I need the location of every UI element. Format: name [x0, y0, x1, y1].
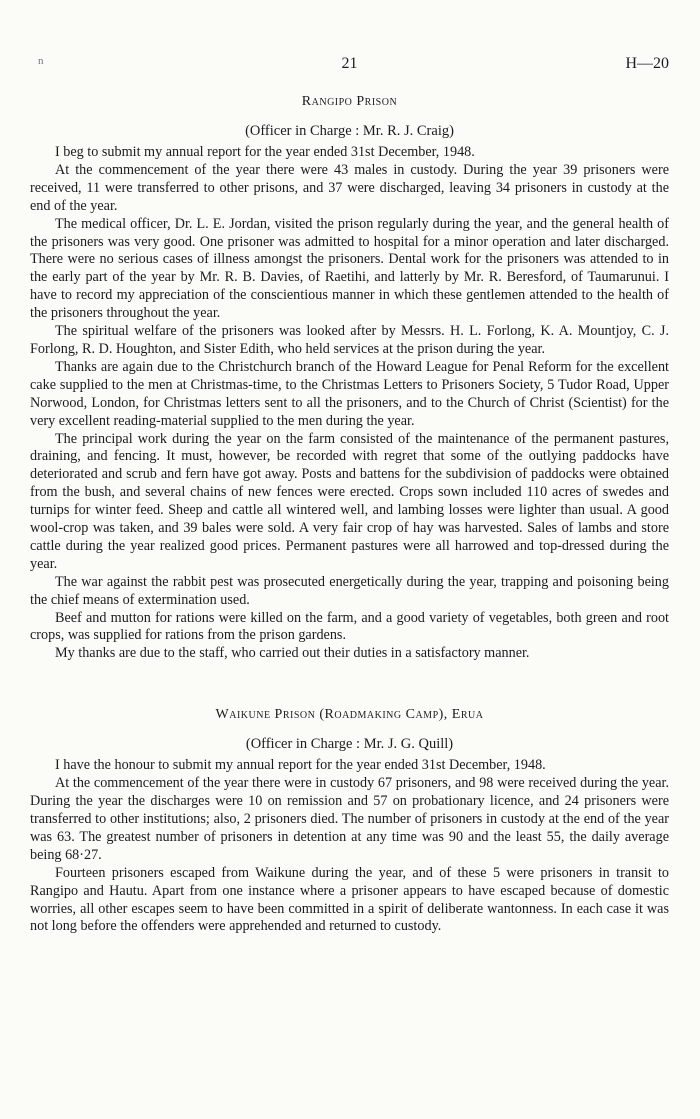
paragraph: My thanks are due to the staff, who carried out their duties in a satisfactory manner.	[55, 645, 530, 662]
rangipo-section	[30, 92, 669, 663]
paragraph: The spiritual welfare of the prisoners was looked after by Messrs. H. L. Forlong, K. A. Mountjoy, C. J. Forlong, R. D. Houghton, and Sister Edith, who held services at the prison during the year.	[30, 323, 669, 357]
paragraph: I have the honour to submit my annual report for the year ended 31st December, 1948.	[55, 757, 546, 774]
paragraph: The principal work during the year on the farm consisted of the maintenance of the permanent pastures, draining, and fencing. It must, however, be recorded with regret that some of the outlying paddocks have deteriorated and scrub and fern have got away. Posts and battens for the subdivision of paddocks were obtained from the bush, and several chains of new fences were erected. Crops sown included 110 acres of swedes and turnips for winter feed. Sheep and cattle all wintered well, and lambing losses were lighter than usual. A good wool-crop was taken, and 39 bales were sold. A very fair crop of hay was harvested. Sales of lambs and store cattle during the year realized good prices. Permanent pastures were all harrowed and top-dressed during the year.	[30, 430, 669, 572]
section-title: Rangipo Prison	[301, 94, 398, 109]
paragraph: Fourteen prisoners escaped from Waikune during the year, and of these 5 were prisoners in transit to Rangipo and Hautu. Apart from one instance where a prisoner appears to have escaped because of domestic worries, all other escapes seem to have been committed in a spirit of deliberate wantonness. In each case it was not long before the offenders were apprehended and returned to custody.	[30, 864, 669, 935]
officer-line: (Officer in Charge : Mr. R. J. Craig)	[245, 123, 454, 139]
paragraph: At the commencement of the year there were in custody 67 prisoners, and 98 were received during the year. During the year the discharges were 10 on remission and 57 on probationary licence, and 24 prisoners were transferred to other institutions; also, 2 prisoners died. The number of prisoners in custody at the end of the year was 63. The greatest number of prisoners in detention at any time was 90 and the least 55, the daily average being 68·27.	[30, 775, 669, 863]
paragraph: Thanks are again due to the Christchurch branch of the Howard League for Penal Reform for the excellent cake supplied to the men at Christmas-time, to the Christmas Letters to Prisoners Society, 5 Tudor Road, Upper Norwood, London, for Christmas letters sent to all the prisoners, and to the Church of Christ (Scientist) for the very excellent reading-material supplied to the men during the year.	[30, 358, 669, 429]
paragraph: Beef and mutton for rations were killed on the farm, and a good variety of vegetables, both green and root crops, was supplied for rations from the prison gardens.	[30, 609, 669, 644]
document-code: H—20	[625, 55, 669, 72]
paragraph: The medical officer, Dr. L. E. Jordan, visited the prison regularly during the year, and the general health of the prisoners was very good. One prisoner was admitted to hospital for a minor operation and later discharged. There were no serious cases of illness amongst the prisoners. Dental work for the prisoners was attended to in the early part of the year by Mr. R. B. Davies, of Raetihi, and latterly by Mr. R. Beresford, of Taumarunui. I have to record my appreciation of the conscientious manner in which these gentlemen attended to the health of the prisoners throughout the year.	[30, 215, 669, 322]
paragraph: The war against the rabbit pest was prosecuted energetically during the year, trapping and poisoning being the chief means of extermination used.	[30, 573, 669, 608]
officer-line: (Officer in Charge : Mr. J. G. Quill)	[245, 736, 454, 753]
waikune-section	[30, 705, 669, 936]
page-content	[30, 92, 669, 936]
page-number: 21	[341, 55, 358, 72]
corner-mark: n	[38, 55, 44, 67]
paragraph: I beg to submit my annual report for the year ended 31st December, 1948.	[55, 144, 475, 160]
page-header	[30, 55, 669, 77]
paragraph: At the commencement of the year there were 43 males in custody. During the year 39 prisoners were received, 11 were transferred to other prisons, and 37 were discharged, leaving 34 prisoners in custody at the end of the year.	[30, 161, 669, 214]
section-title: Waikune Prison (Roadmaking Camp), Erua	[215, 707, 484, 723]
